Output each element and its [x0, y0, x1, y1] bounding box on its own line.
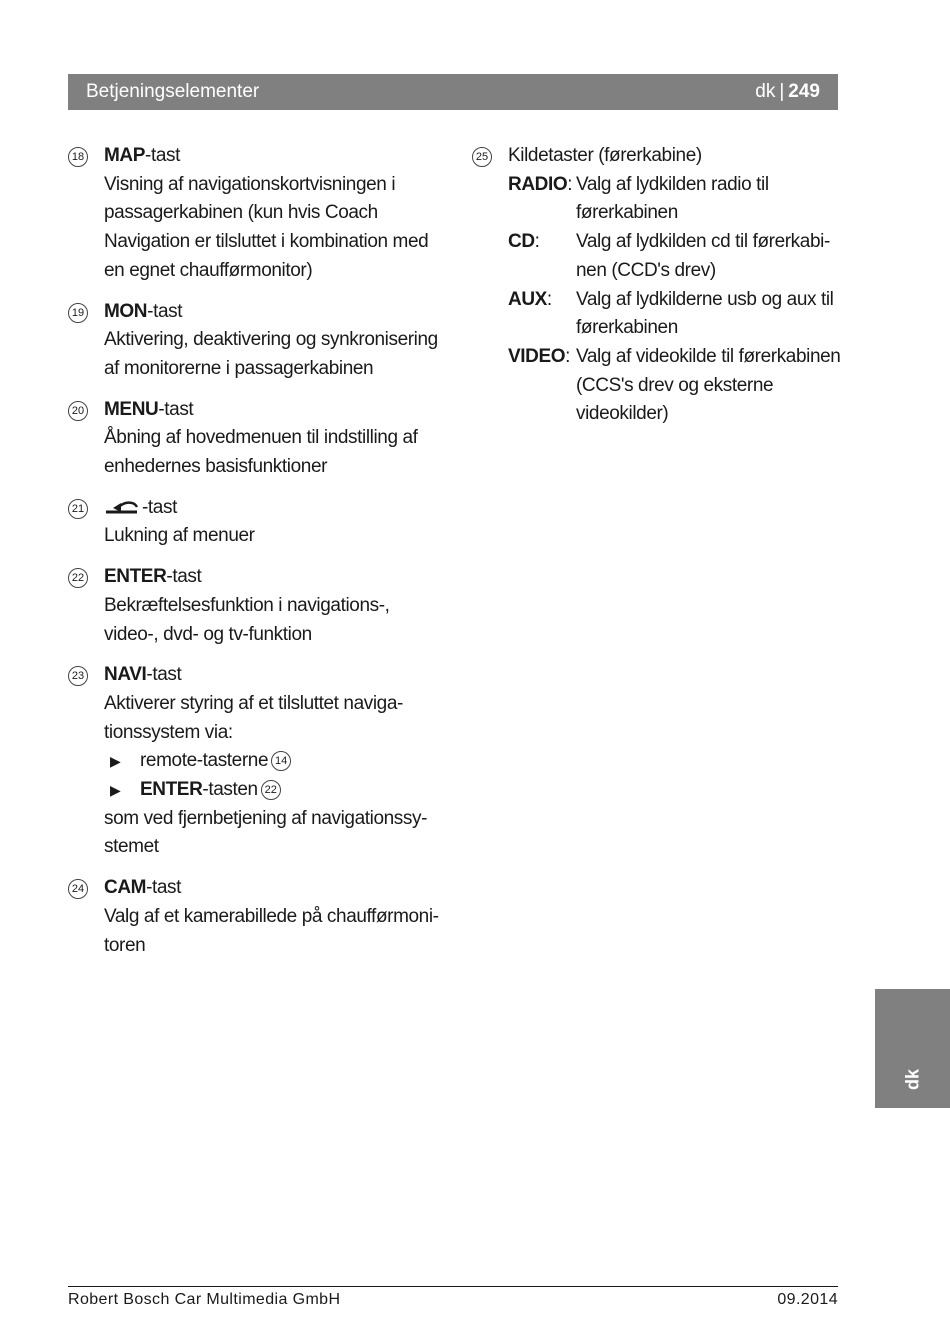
description-line: Lukning af menuer — [104, 525, 255, 547]
description-line: tionssystem via: — [104, 721, 233, 743]
description-line: stemet — [104, 836, 159, 858]
language-code: dk — [755, 81, 776, 102]
list-item — [472, 142, 842, 429]
key-name: MENU — [104, 398, 159, 420]
list-item: 23 NAVI-tast Aktiverer styring af et tilsluttet naviga- tionssystem via: ▶ remote-tasterne 14 ▶ ENTER-tasten 22 som ved fjernbetjening af navigationssy- stemet — [68, 661, 448, 862]
description-line: en egnet chaufførmonitor) — [104, 259, 313, 281]
item-number-badge: 24 — [68, 879, 88, 899]
item-number-badge: 18 — [68, 147, 88, 167]
description-line: Bekræftelsesfunktion i navigations-, — [104, 594, 390, 616]
reference-badge: 22 — [261, 780, 281, 800]
company-name: Robert Bosch Car Multimedia GmbH — [68, 1291, 341, 1308]
item-number-badge: 25 — [472, 147, 492, 167]
description-line: toren — [104, 934, 146, 956]
key-name: AUX — [508, 288, 547, 310]
description-line: enhedernes basisfunktioner — [104, 456, 328, 478]
bullet-item: ▶ ENTER-tasten 22 — [104, 776, 448, 805]
list-item: 21 -tast Lukning af menuer — [68, 494, 448, 551]
key-name: ENTER — [104, 566, 167, 588]
side-tab-label: dk — [902, 1068, 922, 1090]
publication-date: 09.2014 — [777, 1291, 838, 1308]
description-line: Valg af et kamerabillede på chaufførmoni- — [104, 905, 439, 927]
description-line: video-, dvd- og tv-funktion — [104, 623, 312, 645]
list-item: 18 MAP-tast Visning af navigationskortvisningen i passagerkabinen (kun hvis Coach Navigation er tilsluttet i kombination med en egnet chaufførmonitor) — [68, 142, 448, 286]
description-line: af monitorerne i passagerkabinen — [104, 357, 374, 379]
language-side-tab — [875, 989, 950, 1108]
back-arrow-icon — [104, 499, 142, 515]
page-header — [68, 74, 838, 110]
page-number: 249 — [788, 81, 820, 102]
description-line: Navigation er tilsluttet i kombination med — [104, 231, 429, 253]
description-line: Aktiverer styring af et tilsluttet naviga- — [104, 692, 403, 714]
description-line: passagerkabinen (kun hvis Coach — [104, 202, 378, 224]
key-name: MAP — [104, 145, 146, 166]
right-column — [472, 142, 842, 441]
item-number-badge: 23 — [68, 666, 88, 686]
key-name: NAVI — [104, 664, 147, 686]
item-number-badge: 19 — [68, 303, 88, 323]
source-key-list: RADIO: Valg af lydkilden radio til førerkabinen CD: Valg af lydkilden cd til førerkabi- nen (CCD's drev) AUX: Valg af lydkilderne usb og aux til førerkabinen VIDEO: Valg af videokilde til førerkabinen (CCS's drev og eksterne videokilder) — [508, 173, 841, 425]
list-item: 20 MENU-tast Åbning af hovedmenuen til indstilling af enhedernes basisfunktioner — [68, 396, 448, 482]
left-column — [68, 142, 448, 972]
section-title: Betjeningselementer — [86, 81, 260, 102]
key-name: CAM — [104, 877, 147, 899]
footer-divider — [68, 1286, 838, 1287]
description-line: Aktivering, deaktivering og synkronisering — [104, 329, 438, 351]
triangle-bullet-icon: ▶ — [110, 753, 121, 770]
bullet-item: ▶ remote-tasterne 14 — [104, 747, 448, 776]
triangle-bullet-icon: ▶ — [110, 782, 121, 799]
list-item: 19 MON-tast Aktivering, deaktivering og synkronisering af monitorerne i passagerkabinen — [68, 298, 448, 384]
list-item: 22 ENTER-tast Bekræftelsesfunktion i navigations-, video-, dvd- og tv-funktion — [68, 563, 448, 649]
key-name: RADIO — [508, 173, 568, 195]
key-name: VIDEO — [508, 345, 566, 367]
description-line: Visning af navigationskortvisningen i — [104, 173, 396, 195]
description-line: Åbning af hovedmenuen til indstilling af — [104, 427, 418, 449]
description-line: som ved fjernbetjening af navigationssy- — [104, 807, 428, 829]
item-number-badge: 20 — [68, 401, 88, 421]
item-title: Kildetaster (førerkabine) — [508, 145, 702, 166]
item-number-badge: 21 — [68, 499, 88, 519]
page-indicator: dk | 249 — [755, 81, 820, 102]
key-name: MON — [104, 300, 148, 322]
list-item: 24 CAM-tast Valg af et kamerabillede på chaufførmoni- toren — [68, 874, 448, 960]
reference-badge: 14 — [271, 751, 291, 771]
item-number-badge: 22 — [68, 568, 88, 588]
page-footer — [68, 1291, 838, 1309]
key-name: CD — [508, 231, 535, 253]
